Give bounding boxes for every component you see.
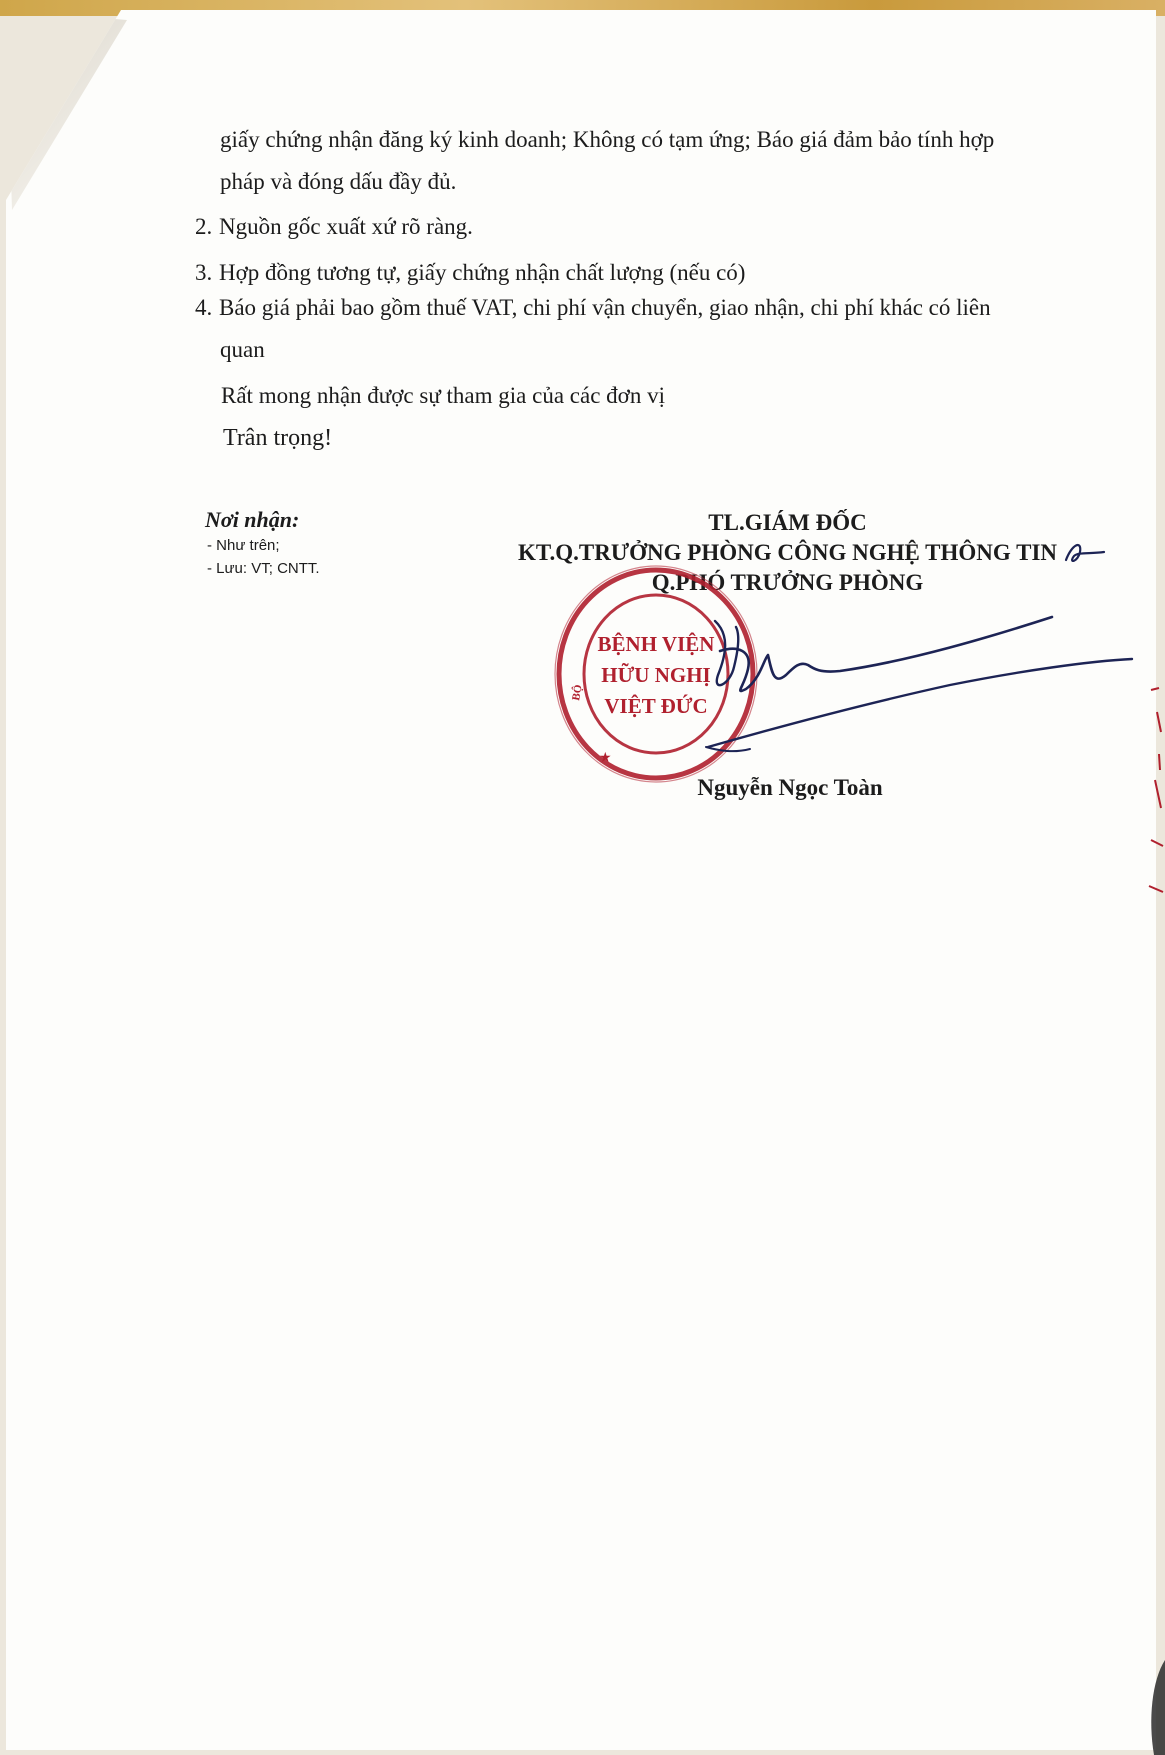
recipient-item: - Như trên; [207,537,280,554]
signature-title-3: Q.PHÓ TRƯỞNG PHÒNG [651,570,924,595]
list-item-number: 2. [195,214,213,239]
stamp-star: ★ [599,751,612,766]
stamp-line-2: HỮU NGHỊ [601,663,711,687]
stamp-line-3: VIỆT ĐỨC [604,694,708,718]
signature-title-1: TL.GIÁM ĐỐC [708,510,867,535]
list-item-4 [195,296,991,319]
list-item-text: Hợp đồng tương tự, giấy chứng nhận chất lượng (nếu có) [219,260,746,285]
stamp-line-1: BỆNH VIỆN [597,632,715,656]
closing-line: Rất mong nhận được sự tham gia của các đơn vị [221,383,665,408]
body-line-continuation-2: pháp và đóng dấu đầy đủ. [220,169,457,194]
list-item-text: Nguồn gốc xuất xứ rõ ràng. [219,214,473,239]
recipients-title: Nơi nhận: [205,507,300,532]
signature-title-2: KT.Q.TRƯỞNG PHÒNG CÔNG NGHỆ THÔNG TIN [517,540,1058,565]
list-item-3 [195,261,745,284]
regards-line: Trân trọng! [223,425,333,451]
list-item-number: 3. [195,260,213,285]
list-item-text: Báo giá phải bao gồm thuế VAT, chi phí vận chuyển, giao nhận, chi phí khác có liên [219,295,991,320]
signer-name: Nguyễn Ngọc Toàn [697,775,883,800]
page-curl-shadow [1140,1660,1165,1755]
folded-corner [6,10,136,220]
list-item-4-continuation: quan [220,337,265,362]
handwritten-signature [690,615,1140,765]
recipient-item: - Lưu: VT; CNTT. [207,560,320,577]
list-item-number: 4. [195,295,213,320]
body-line-continuation-1: giấy chứng nhận đăng ký kinh doanh; Không có tạm ứng; Báo giá đảm bảo tính hợp [220,127,995,152]
list-item-2 [195,215,473,238]
edge-ink-marks [1145,680,1165,900]
stamp-side-text: BỘ [570,683,585,702]
initial-mark [1060,538,1106,568]
